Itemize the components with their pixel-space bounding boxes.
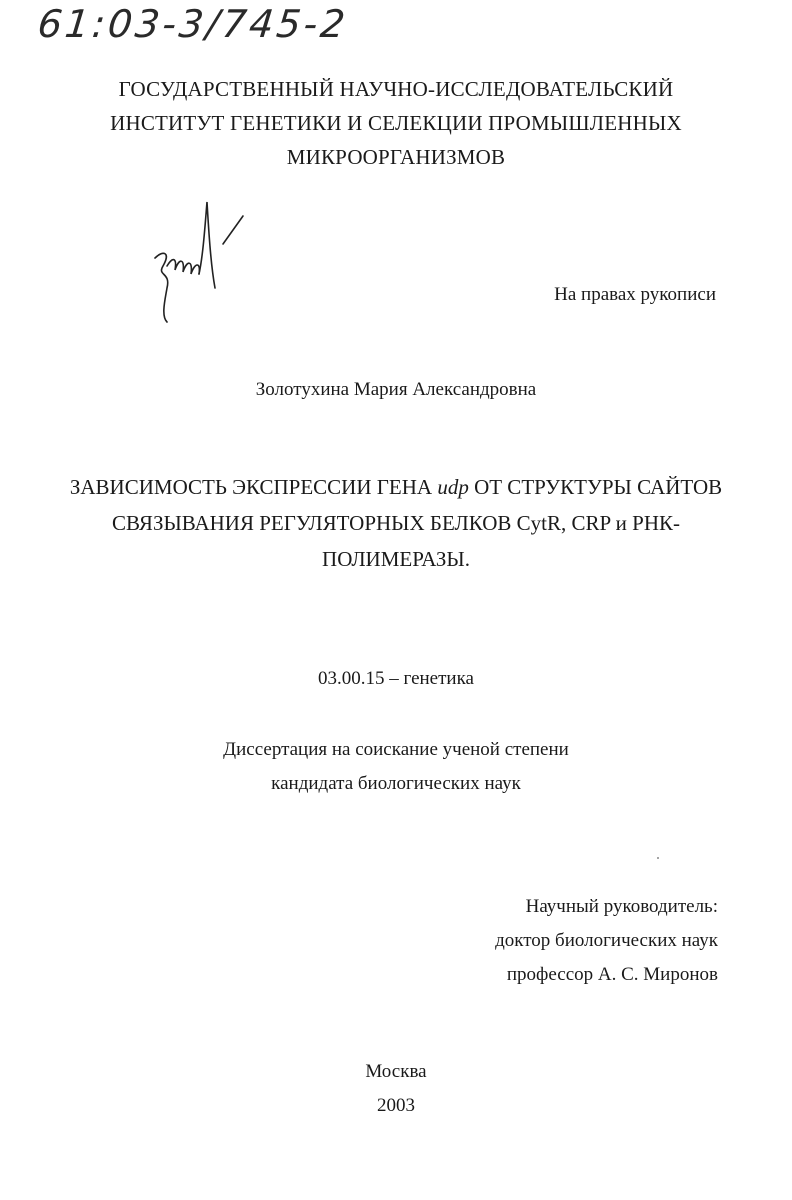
title-line-1-after: ОТ СТРУКТУРЫ САЙТОВ (474, 475, 723, 499)
supervisor-block (495, 890, 718, 992)
place-and-year (0, 1055, 792, 1123)
title-line-1 (0, 469, 792, 505)
degree-statement (0, 733, 792, 801)
manuscript-rights-note: На правах рукописи (554, 284, 716, 305)
specialty-code: 03.00.15 – генетика (318, 668, 474, 689)
degree-line-2: кандидата биологических наук (271, 773, 521, 794)
institute-line-3: МИКРООРГАНИЗМОВ (286, 145, 506, 169)
author-name: Золотухина Мария Александровна (255, 379, 537, 400)
year: 2003 (377, 1095, 415, 1116)
degree-line-1: Диссертация на соискание ученой степени (223, 739, 569, 760)
title-line-2: СВЯЗЫВАНИЯ РЕГУЛЯТОРНЫХ БЕЛКОВ CytR, CRP и РНК- (111, 511, 681, 535)
supervisor-name: профессор А. С. Миронов (506, 964, 718, 985)
institute-name (0, 72, 792, 174)
supervisor-label: Научный руководитель: (525, 896, 718, 917)
gene-name: udp (437, 475, 469, 499)
institute-line-2: ИНСТИТУТ ГЕНЕТИКИ И СЕЛЕКЦИИ ПРОМЫШЛЕННЫХ (110, 111, 682, 135)
archive-number-handwritten: 61:03-3/745-2 (35, 2, 350, 46)
scan-speck (657, 857, 659, 859)
dissertation-title (0, 469, 792, 577)
institute-line-1: ГОСУДАРСТВЕННЫЙ НАУЧНО-ИССЛЕДОВАТЕЛЬСКИЙ (118, 77, 674, 101)
title-line-1-before: ЗАВИСИМОСТЬ ЭКСПРЕССИИ ГЕНА (69, 475, 433, 499)
title-line-3: ПОЛИМЕРАЗЫ. (322, 547, 470, 571)
signature-handwritten (145, 196, 255, 326)
city: Москва (365, 1061, 427, 1082)
supervisor-degree: доктор биологических наук (495, 930, 718, 951)
